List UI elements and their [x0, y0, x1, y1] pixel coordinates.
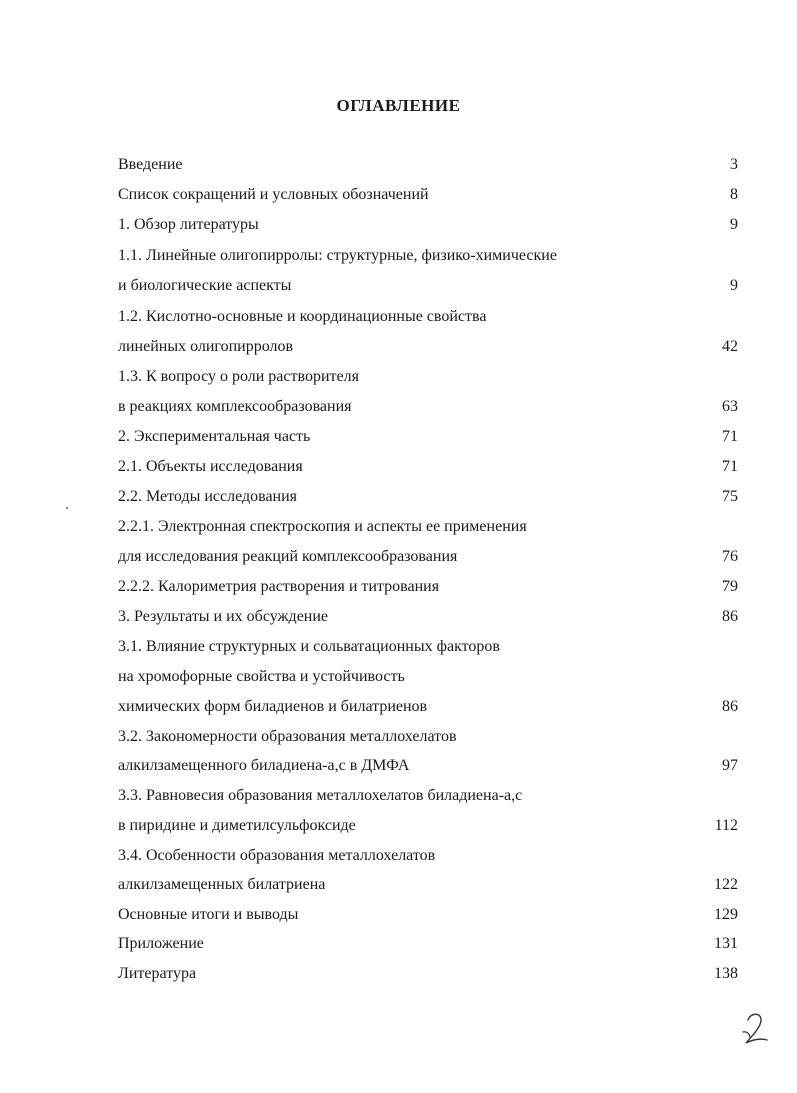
toc-entry-page: 86: [722, 608, 738, 625]
toc-entry-text: 2.1. Объекты исследования: [118, 458, 303, 475]
toc-entry: [118, 184, 738, 206]
toc-entry: [118, 396, 738, 418]
toc-entry-page: 63: [722, 398, 738, 415]
toc-entry-page: 71: [722, 458, 738, 475]
toc-entry: [118, 904, 738, 926]
page-title: ОГЛАВЛЕНИЕ: [336, 96, 461, 115]
toc-entry-text: 2. Экспериментальная часть: [118, 428, 311, 445]
toc-entry-text: Приложение: [118, 935, 204, 952]
toc-entry-text: Литература: [118, 965, 197, 982]
toc-entry-text: 1. Обзор литературы: [118, 216, 259, 233]
toc-entry-page: 86: [722, 698, 738, 715]
handwritten-page-number-icon: [740, 1010, 774, 1048]
toc-entry: [118, 963, 738, 985]
toc-entry-page: 9: [730, 277, 738, 294]
toc-entry-text: 3. Результаты и их обсуждение: [118, 608, 329, 625]
toc-entry-text: 3.1. Влияние структурных и сольватационных факторов: [118, 638, 500, 655]
toc-entry-page: 75: [722, 488, 738, 505]
toc-entry-page: 97: [722, 757, 738, 774]
toc-entry-page: 71: [722, 428, 738, 445]
toc-entry-text: Основные итоги и выводы: [118, 906, 299, 923]
toc-entry-page: 3: [730, 156, 738, 173]
toc-entry: [118, 245, 738, 267]
toc-entry: [118, 636, 738, 658]
toc-entry: [118, 154, 738, 176]
toc-entry: [118, 306, 738, 328]
toc-entry-text: Введение: [118, 156, 183, 173]
toc-entry: [118, 696, 738, 718]
toc-entry-page: 42: [722, 338, 738, 355]
toc-entry-text: в пиридине и диметилсульфоксиде: [118, 817, 356, 834]
toc-entry-page: 138: [714, 965, 738, 982]
toc-entry-text: для исследования реакций комплексообразования: [118, 548, 458, 565]
toc-entry-text: в реакциях комплексообразования: [118, 398, 352, 415]
toc-entry-page: 76: [722, 548, 738, 565]
toc-entry-page: 131: [714, 935, 738, 952]
toc-entry-page: 79: [722, 578, 738, 595]
toc-entry-text: химических форм биладиенов и билатриенов: [118, 698, 428, 715]
toc-entry-text: и биологические аспекты: [118, 277, 292, 294]
scan-dot: [66, 507, 68, 509]
toc-entry-text: 1.1. Линейные олигопирролы: структурные, физико-химические: [118, 247, 557, 264]
toc-entry: [118, 874, 738, 896]
toc-entry: [118, 815, 738, 837]
toc-entry: [118, 546, 738, 568]
toc-entry: [118, 933, 738, 955]
toc-entry-text: 1.3. К вопросу о роли растворителя: [118, 368, 359, 385]
toc-entry: [118, 275, 738, 297]
toc-entry: [118, 785, 738, 807]
toc-entry: [118, 516, 738, 538]
toc-entry: [118, 426, 738, 448]
toc-entry-text: 3.3. Равновесия образования металлохелатов биладиена-а,с: [118, 787, 523, 804]
toc-entry-text: 2.2. Методы исследования: [118, 488, 298, 505]
toc-entry-text: 3.2. Закономерности образования металлохелатов: [118, 728, 457, 745]
toc-entry: [118, 726, 738, 748]
toc-entry-text: на хромофорные свойства и устойчивость: [118, 668, 405, 685]
toc-entry-text: 3.4. Особенности образования металлохелатов: [118, 847, 436, 864]
toc-entry-text: алкилзамещенного биладиена-а,с в ДМФА: [118, 757, 410, 774]
toc-entry: [118, 666, 738, 688]
toc-entry-page: 9: [730, 216, 738, 233]
toc-entry-page: 112: [714, 817, 738, 834]
toc-entry: [118, 486, 738, 508]
toc-entry-text: 2.2.2. Калориметрия растворения и титрования: [118, 578, 440, 595]
toc-entry-page: 8: [730, 186, 738, 203]
toc-entry: [118, 366, 738, 388]
toc-entry: [118, 336, 738, 358]
toc-entry: [118, 456, 738, 478]
toc-entry: [118, 606, 738, 628]
toc-entry: [118, 755, 738, 777]
toc-entry: [118, 576, 738, 598]
toc-entry-page: 122: [714, 876, 738, 893]
toc-entry: [118, 845, 738, 867]
toc-entry-text: алкилзамещенных билатриена: [118, 876, 326, 893]
toc-entry-text: линейных олигопирролов: [118, 338, 294, 355]
toc-entry-page: 129: [714, 906, 738, 923]
toc-entry: [118, 214, 738, 236]
toc-entry-text: 1.2. Кислотно-основные и координационные свойства: [118, 308, 487, 325]
toc-entry-text: 2.2.1. Электронная спектроскопия и аспекты ее применения: [118, 518, 527, 535]
toc-entry-text: Список сокращений и условных обозначений: [118, 186, 429, 203]
